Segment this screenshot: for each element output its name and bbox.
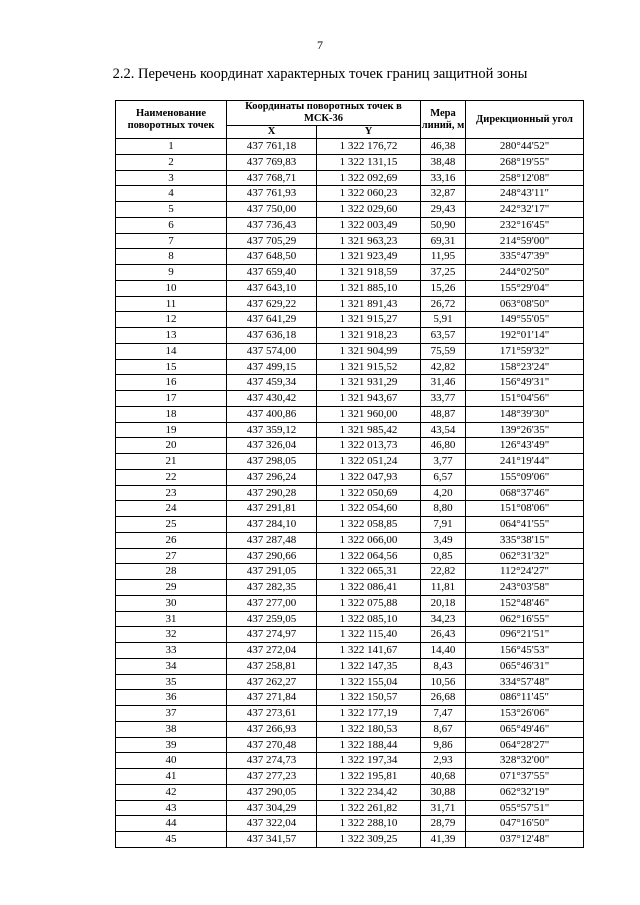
table-row: [116, 800, 584, 816]
cell-line-measure: 14,40: [421, 643, 466, 659]
cell-direction-angle: 112°24'27": [466, 564, 584, 580]
table-row: [116, 469, 584, 485]
cell-y: 1 322 288,10: [317, 816, 421, 832]
cell-point-number: 7: [116, 233, 227, 249]
cell-x: 437 270,48: [227, 737, 317, 753]
cell-direction-angle: 158°23'24": [466, 359, 584, 375]
cell-direction-angle: 064°28'27": [466, 737, 584, 753]
cell-point-number: 34: [116, 658, 227, 674]
cell-y: 1 322 177,19: [317, 706, 421, 722]
cell-line-measure: 10,56: [421, 674, 466, 690]
cell-direction-angle: 139°26'35": [466, 422, 584, 438]
cell-point-number: 26: [116, 532, 227, 548]
cell-point-number: 18: [116, 406, 227, 422]
cell-line-measure: 15,26: [421, 280, 466, 296]
cell-line-measure: 7,47: [421, 706, 466, 722]
cell-line-measure: 28,79: [421, 816, 466, 832]
table-row: [116, 343, 584, 359]
cell-x: 437 273,61: [227, 706, 317, 722]
cell-y: 1 321 943,67: [317, 391, 421, 407]
table-row: [116, 328, 584, 344]
coordinates-table: [115, 100, 584, 848]
cell-point-number: 1: [116, 139, 227, 155]
table-row: [116, 753, 584, 769]
cell-direction-angle: 268°19'55": [466, 154, 584, 170]
cell-point-number: 35: [116, 674, 227, 690]
cell-line-measure: 8,43: [421, 658, 466, 674]
cell-x: 437 400,86: [227, 406, 317, 422]
cell-x: 437 322,04: [227, 816, 317, 832]
table-row: [116, 249, 584, 265]
cell-line-measure: 31,71: [421, 800, 466, 816]
cell-direction-angle: 232°16'45": [466, 217, 584, 233]
cell-y: 1 321 985,42: [317, 422, 421, 438]
cell-line-measure: 8,67: [421, 721, 466, 737]
cell-line-measure: 42,82: [421, 359, 466, 375]
table-row: [116, 217, 584, 233]
cell-point-number: 36: [116, 690, 227, 706]
cell-y: 1 321 915,27: [317, 312, 421, 328]
cell-direction-angle: 055°57'51": [466, 800, 584, 816]
cell-x: 437 499,15: [227, 359, 317, 375]
cell-direction-angle: 071°37'55": [466, 769, 584, 785]
cell-x: 437 341,57: [227, 832, 317, 848]
cell-x: 437 277,00: [227, 595, 317, 611]
cell-x: 437 750,00: [227, 202, 317, 218]
cell-y: 1 322 115,40: [317, 627, 421, 643]
cell-y: 1 322 065,31: [317, 564, 421, 580]
cell-y: 1 321 931,29: [317, 375, 421, 391]
cell-y: 1 322 051,24: [317, 454, 421, 470]
cell-direction-angle: 335°47'39": [466, 249, 584, 265]
cell-direction-angle: 156°45'53": [466, 643, 584, 659]
cell-point-number: 9: [116, 265, 227, 281]
cell-direction-angle: 328°32'00": [466, 753, 584, 769]
cell-point-number: 28: [116, 564, 227, 580]
cell-y: 1 322 003,49: [317, 217, 421, 233]
cell-direction-angle: 152°48'46": [466, 595, 584, 611]
cell-line-measure: 48,87: [421, 406, 466, 422]
cell-point-number: 21: [116, 454, 227, 470]
cell-line-measure: 7,91: [421, 517, 466, 533]
cell-point-number: 40: [116, 753, 227, 769]
cell-point-number: 10: [116, 280, 227, 296]
cell-x: 437 272,04: [227, 643, 317, 659]
table-row: [116, 784, 584, 800]
cell-direction-angle: 062°16'55": [466, 611, 584, 627]
table-row: [116, 454, 584, 470]
cell-point-number: 30: [116, 595, 227, 611]
cell-x: 437 258,81: [227, 658, 317, 674]
cell-y: 1 322 058,85: [317, 517, 421, 533]
cell-direction-angle: 248°43'11": [466, 186, 584, 202]
cell-line-measure: 22,82: [421, 564, 466, 580]
cell-direction-angle: 151°08'06": [466, 501, 584, 517]
cell-direction-angle: 241°19'44": [466, 454, 584, 470]
cell-point-number: 5: [116, 202, 227, 218]
table-row: [116, 170, 584, 186]
cell-line-measure: 26,72: [421, 296, 466, 312]
cell-point-number: 39: [116, 737, 227, 753]
cell-direction-angle: 149°55'05": [466, 312, 584, 328]
cell-line-measure: 3,77: [421, 454, 466, 470]
cell-line-measure: 37,25: [421, 265, 466, 281]
cell-point-number: 6: [116, 217, 227, 233]
cell-x: 437 298,05: [227, 454, 317, 470]
cell-direction-angle: 062°32'19": [466, 784, 584, 800]
cell-point-number: 22: [116, 469, 227, 485]
cell-y: 1 322 054,60: [317, 501, 421, 517]
cell-line-measure: 11,81: [421, 580, 466, 596]
cell-x: 437 304,29: [227, 800, 317, 816]
cell-y: 1 322 309,25: [317, 832, 421, 848]
cell-direction-angle: 155°09'06": [466, 469, 584, 485]
cell-x: 437 326,04: [227, 438, 317, 454]
cell-y: 1 322 047,93: [317, 469, 421, 485]
table-row: [116, 674, 584, 690]
cell-direction-angle: 126°43'49": [466, 438, 584, 454]
table-row: [116, 202, 584, 218]
cell-point-number: 37: [116, 706, 227, 722]
cell-line-measure: 20,18: [421, 595, 466, 611]
cell-direction-angle: 153°26'06": [466, 706, 584, 722]
cell-x: 437 290,05: [227, 784, 317, 800]
cell-line-measure: 5,91: [421, 312, 466, 328]
cell-direction-angle: 086°11'45": [466, 690, 584, 706]
page-number: 7: [317, 38, 323, 52]
cell-point-number: 23: [116, 485, 227, 501]
cell-x: 437 290,28: [227, 485, 317, 501]
cell-point-number: 43: [116, 800, 227, 816]
header-point-name: Наименование поворотных точек: [116, 101, 227, 139]
cell-point-number: 8: [116, 249, 227, 265]
table-row: [116, 658, 584, 674]
cell-direction-angle: 096°21'51": [466, 627, 584, 643]
table-row: [116, 501, 584, 517]
cell-x: 437 629,22: [227, 296, 317, 312]
cell-y: 1 322 064,56: [317, 548, 421, 564]
cell-direction-angle: 148°39'30": [466, 406, 584, 422]
cell-y: 1 322 188,44: [317, 737, 421, 753]
cell-direction-angle: 280°44'52": [466, 139, 584, 155]
cell-line-measure: 34,23: [421, 611, 466, 627]
cell-y: 1 322 075,88: [317, 595, 421, 611]
table-row: [116, 611, 584, 627]
cell-direction-angle: 037°12'48": [466, 832, 584, 848]
cell-direction-angle: 258°12'08": [466, 170, 584, 186]
cell-x: 437 641,29: [227, 312, 317, 328]
cell-y: 1 321 963,23: [317, 233, 421, 249]
cell-direction-angle: 244°02'50": [466, 265, 584, 281]
cell-line-measure: 30,88: [421, 784, 466, 800]
cell-y: 1 322 085,10: [317, 611, 421, 627]
cell-y: 1 322 013,73: [317, 438, 421, 454]
cell-direction-angle: 334°57'48": [466, 674, 584, 690]
table-row: [116, 580, 584, 596]
cell-y: 1 322 141,67: [317, 643, 421, 659]
table-row: [116, 643, 584, 659]
cell-x: 437 284,10: [227, 517, 317, 533]
table-body: [116, 139, 584, 848]
cell-line-measure: 11,95: [421, 249, 466, 265]
cell-line-measure: 8,80: [421, 501, 466, 517]
cell-point-number: 2: [116, 154, 227, 170]
header-line-measure: Мера линий, м: [421, 101, 466, 139]
cell-direction-angle: 156°49'31": [466, 375, 584, 391]
cell-x: 437 574,00: [227, 343, 317, 359]
cell-x: 437 296,24: [227, 469, 317, 485]
cell-line-measure: 40,68: [421, 769, 466, 785]
cell-x: 437 290,66: [227, 548, 317, 564]
cell-y: 1 321 885,10: [317, 280, 421, 296]
cell-line-measure: 50,90: [421, 217, 466, 233]
cell-x: 437 274,73: [227, 753, 317, 769]
cell-y: 1 322 086,41: [317, 580, 421, 596]
cell-direction-angle: 214°59'00": [466, 233, 584, 249]
cell-line-measure: 41,39: [421, 832, 466, 848]
cell-y: 1 322 150,57: [317, 690, 421, 706]
cell-direction-angle: 068°37'46": [466, 485, 584, 501]
table-row: [116, 532, 584, 548]
cell-point-number: 31: [116, 611, 227, 627]
cell-x: 437 291,81: [227, 501, 317, 517]
cell-line-measure: 9,86: [421, 737, 466, 753]
cell-y: 1 321 918,23: [317, 328, 421, 344]
cell-point-number: 12: [116, 312, 227, 328]
cell-direction-angle: 242°32'17": [466, 202, 584, 218]
cell-y: 1 322 197,34: [317, 753, 421, 769]
table-row: [116, 737, 584, 753]
table-row: [116, 154, 584, 170]
cell-line-measure: 31,46: [421, 375, 466, 391]
cell-x: 437 769,83: [227, 154, 317, 170]
cell-x: 437 761,18: [227, 139, 317, 155]
cell-line-measure: 33,77: [421, 391, 466, 407]
table-row: [116, 721, 584, 737]
cell-point-number: 17: [116, 391, 227, 407]
cell-direction-angle: 335°38'15": [466, 532, 584, 548]
table-row: [116, 595, 584, 611]
table-row: [116, 265, 584, 281]
table-row: [116, 406, 584, 422]
cell-point-number: 32: [116, 627, 227, 643]
cell-line-measure: 43,54: [421, 422, 466, 438]
table-row: [116, 186, 584, 202]
cell-x: 437 287,48: [227, 532, 317, 548]
header-direction-angle: Дирекционный угол: [466, 101, 584, 139]
table-row: [116, 139, 584, 155]
table-row: [116, 517, 584, 533]
cell-point-number: 19: [116, 422, 227, 438]
cell-y: 1 322 029,60: [317, 202, 421, 218]
cell-point-number: 38: [116, 721, 227, 737]
cell-y: 1 321 923,49: [317, 249, 421, 265]
cell-line-measure: 2,93: [421, 753, 466, 769]
cell-x: 437 761,93: [227, 186, 317, 202]
cell-y: 1 322 176,72: [317, 139, 421, 155]
header-x: X: [227, 126, 317, 139]
section-title: 2.2. Перечень координат характерных точек границ защитной зоны: [112, 66, 528, 82]
cell-y: 1 322 050,69: [317, 485, 421, 501]
cell-x: 437 659,40: [227, 265, 317, 281]
cell-line-measure: 0,85: [421, 548, 466, 564]
cell-line-measure: 26,43: [421, 627, 466, 643]
cell-x: 437 266,93: [227, 721, 317, 737]
cell-point-number: 20: [116, 438, 227, 454]
cell-direction-angle: 065°46'31": [466, 658, 584, 674]
header-y: Y: [317, 126, 421, 139]
table-row: [116, 296, 584, 312]
cell-y: 1 321 915,52: [317, 359, 421, 375]
cell-point-number: 44: [116, 816, 227, 832]
cell-point-number: 25: [116, 517, 227, 533]
cell-direction-angle: 065°49'46": [466, 721, 584, 737]
cell-direction-angle: 063°08'50": [466, 296, 584, 312]
cell-y: 1 321 960,00: [317, 406, 421, 422]
table-row: [116, 375, 584, 391]
cell-y: 1 322 180,53: [317, 721, 421, 737]
cell-x: 437 282,35: [227, 580, 317, 596]
cell-point-number: 41: [116, 769, 227, 785]
table-row: [116, 769, 584, 785]
cell-y: 1 322 147,35: [317, 658, 421, 674]
cell-x: 437 705,29: [227, 233, 317, 249]
header-coordinates: Координаты поворотных точек в МСК-36: [227, 101, 421, 126]
cell-x: 437 259,05: [227, 611, 317, 627]
table-row: [116, 690, 584, 706]
cell-direction-angle: 171°59'32": [466, 343, 584, 359]
cell-x: 437 636,18: [227, 328, 317, 344]
cell-line-measure: 46,38: [421, 139, 466, 155]
table-row: [116, 627, 584, 643]
cell-y: 1 322 066,00: [317, 532, 421, 548]
cell-line-measure: 32,87: [421, 186, 466, 202]
cell-point-number: 33: [116, 643, 227, 659]
table-row: [116, 233, 584, 249]
cell-y: 1 322 060,23: [317, 186, 421, 202]
cell-point-number: 13: [116, 328, 227, 344]
cell-line-measure: 33,16: [421, 170, 466, 186]
cell-x: 437 291,05: [227, 564, 317, 580]
cell-x: 437 271,84: [227, 690, 317, 706]
cell-point-number: 14: [116, 343, 227, 359]
table-row: [116, 312, 584, 328]
cell-line-measure: 69,31: [421, 233, 466, 249]
cell-line-measure: 46,80: [421, 438, 466, 454]
table-row: [116, 816, 584, 832]
table-row: [116, 485, 584, 501]
cell-x: 437 359,12: [227, 422, 317, 438]
cell-direction-angle: 243°03'58": [466, 580, 584, 596]
cell-point-number: 42: [116, 784, 227, 800]
cell-x: 437 643,10: [227, 280, 317, 296]
cell-point-number: 15: [116, 359, 227, 375]
cell-line-measure: 63,57: [421, 328, 466, 344]
cell-direction-angle: 047°16'50": [466, 816, 584, 832]
table-row: [116, 548, 584, 564]
cell-x: 437 262,27: [227, 674, 317, 690]
cell-x: 437 648,50: [227, 249, 317, 265]
cell-x: 437 459,34: [227, 375, 317, 391]
cell-direction-angle: 062°31'32": [466, 548, 584, 564]
cell-y: 1 322 131,15: [317, 154, 421, 170]
table-row: [116, 832, 584, 848]
cell-point-number: 45: [116, 832, 227, 848]
table-row: [116, 391, 584, 407]
cell-point-number: 3: [116, 170, 227, 186]
cell-y: 1 322 261,82: [317, 800, 421, 816]
cell-point-number: 29: [116, 580, 227, 596]
cell-direction-angle: 151°04'56": [466, 391, 584, 407]
cell-y: 1 322 234,42: [317, 784, 421, 800]
cell-point-number: 24: [116, 501, 227, 517]
cell-y: 1 322 195,81: [317, 769, 421, 785]
cell-line-measure: 4,20: [421, 485, 466, 501]
cell-y: 1 322 155,04: [317, 674, 421, 690]
cell-x: 437 736,43: [227, 217, 317, 233]
cell-point-number: 27: [116, 548, 227, 564]
cell-direction-angle: 192°01'14": [466, 328, 584, 344]
cell-x: 437 274,97: [227, 627, 317, 643]
cell-line-measure: 38,48: [421, 154, 466, 170]
cell-y: 1 321 904,99: [317, 343, 421, 359]
table-row: [116, 706, 584, 722]
cell-line-measure: 75,59: [421, 343, 466, 359]
cell-line-measure: 6,57: [421, 469, 466, 485]
cell-line-measure: 26,68: [421, 690, 466, 706]
table-row: [116, 422, 584, 438]
cell-y: 1 321 891,43: [317, 296, 421, 312]
cell-x: 437 277,23: [227, 769, 317, 785]
cell-point-number: 11: [116, 296, 227, 312]
cell-line-measure: 29,43: [421, 202, 466, 218]
cell-line-measure: 3,49: [421, 532, 466, 548]
table-row: [116, 359, 584, 375]
cell-x: 437 768,71: [227, 170, 317, 186]
table-row: [116, 438, 584, 454]
cell-y: 1 322 092,69: [317, 170, 421, 186]
cell-point-number: 4: [116, 186, 227, 202]
cell-direction-angle: 155°29'04": [466, 280, 584, 296]
cell-point-number: 16: [116, 375, 227, 391]
cell-direction-angle: 064°41'55": [466, 517, 584, 533]
table-row: [116, 564, 584, 580]
cell-y: 1 321 918,59: [317, 265, 421, 281]
table-row: [116, 280, 584, 296]
cell-x: 437 430,42: [227, 391, 317, 407]
